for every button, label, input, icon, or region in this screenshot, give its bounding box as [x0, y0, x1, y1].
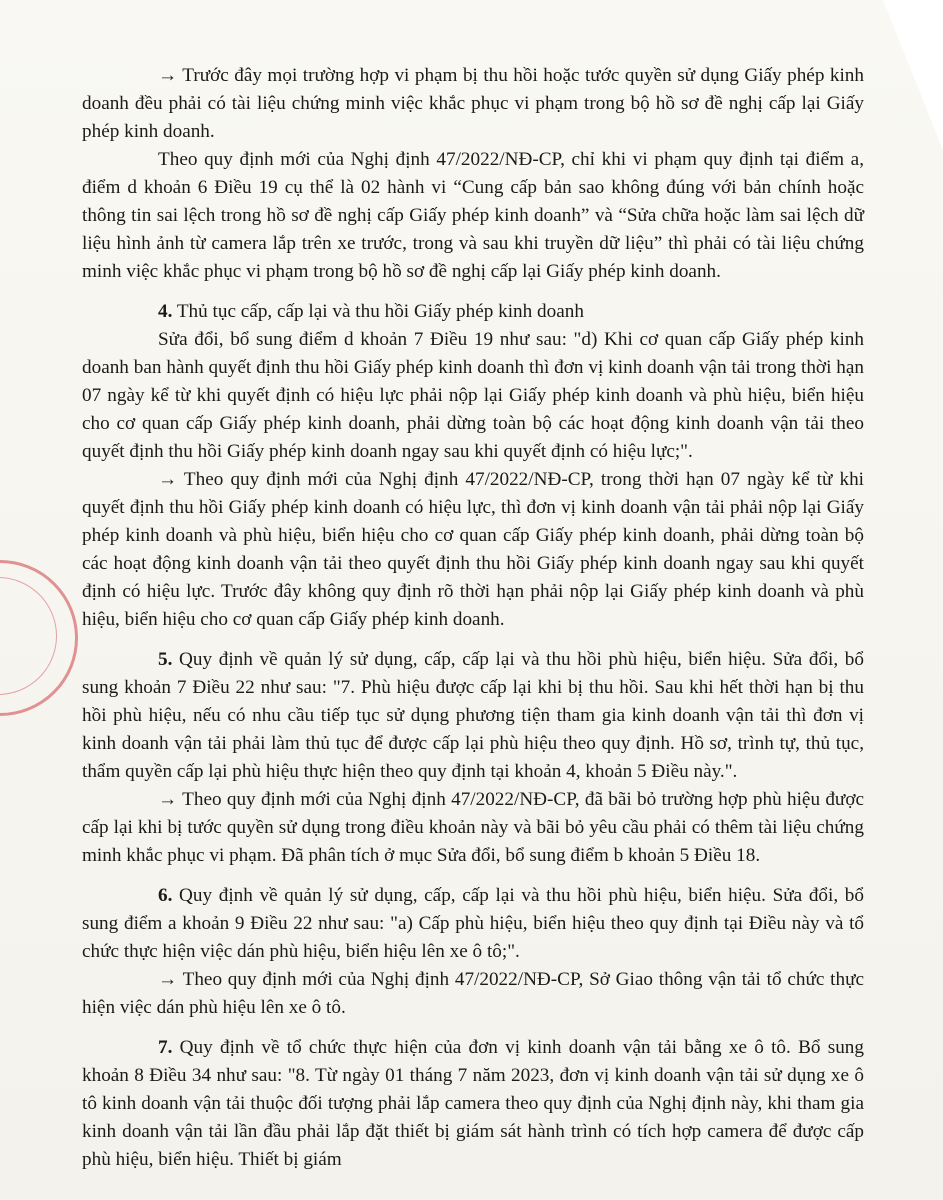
section-6-body: 6. Quy định về quản lý sử dụng, cấp, cấp lại và thu hồi phù hiệu, biển hiệu. Sửa đổi, bổ sung điểm a khoản 9 Điều 22 như sau: "a) Cấp phù hiệu, biển hiệu theo quy định tại Điều này và tổ chức thực hiện việc dán phù hiệu, biển hiệu lên xe ô tô;". [82, 885, 864, 962]
arrow-icon: → [158, 969, 178, 990]
section-7-body: 7. Quy định về tổ chức thực hiện của đơn vị kinh doanh vận tải bằng xe ô tô. Bổ sung khoản 8 Điều 34 như sau: "8. Từ ngày 01 tháng 7 năm 2023, đơn vị kinh doanh vận tải sử dụng xe ô tô kinh doanh vận tải thuộc đối tượng phải lắp camera theo quy định của Nghị định này, khi tham gia kinh doanh vận tải lần đầu phải lắp đặt thiết bị giám sát hành trình có tích hợp camera để được cấp phù hiệu, biển hiệu. Thiết bị giám [82, 1037, 864, 1170]
section-5-body: 5. Quy định về quản lý sử dụng, cấp, cấp lại và thu hồi phù hiệu, biển hiệu. Sửa đổi, bổ sung khoản 7 Điều 22 như sau: "7. Phù hiệu được cấp lại khi bị thu hồi. Sau khi hết thời hạn bị thu hồi phù hiệu, nếu có nhu cầu tiếp tục sử dụng phương tiện tham gia kinh doanh vận tải thì đơn vị kinh doanh vận tải phải làm thủ tục để được cấp lại phù hiệu theo quy định. Hồ sơ, trình tự, thủ tục, thẩm quyền cấp lại phù hiệu thực hiện theo quy định tại khoản 4, khoản 5 Điều này.". [82, 649, 864, 782]
section-4-heading: 4. Thủ tục cấp, cấp lại và thu hồi Giấy phép kinh doanh [158, 301, 584, 322]
paragraph-new-rule: Theo quy định mới của Nghị định 47/2022/NĐ-CP, chỉ khi vi phạm quy định tại điểm a, điểm d khoản 6 Điều 19 cụ thể là 02 hành vi “Cung cấp bản sao không đúng với bản chính hoặc thông tin sai lệch trong hồ sơ đề nghị cấp Giấy phép kinh doanh” và “Sửa chữa hoặc làm sai lệch dữ liệu hình ảnh từ camera lắp trên xe trước, trong và sau khi truyền dữ liệu” thì phải có tài liệu chứng minh việc khắc phục vi phạm trong bộ hồ sơ đề nghị cấp lại Giấy phép kinh doanh. [82, 149, 864, 282]
arrow-icon: → [158, 65, 178, 86]
section-4-body: Sửa đổi, bổ sung điểm d khoản 7 Điều 19 như sau: "d) Khi cơ quan cấp Giấy phép kinh doanh ban hành quyết định thu hồi Giấy phép kinh doanh thì đơn vị kinh doanh vận tải trong thời hạn 07 ngày kể từ khi quyết định có hiệu lực phải nộp lại Giấy phép kinh doanh và phù hiệu, biển hiệu cho cơ quan cấp Giấy phép kinh doanh, phải dừng toàn bộ các hoạt động kinh doanh vận tải theo quyết định thu hồi Giấy phép kinh doanh ngay sau khi quyết định có hiệu lực;". [82, 329, 864, 462]
section-4-note: → Theo quy định mới của Nghị định 47/2022/NĐ-CP, trong thời hạn 07 ngày kể từ khi quyết định thu hồi Giấy phép kinh doanh có hiệu lực, thì đơn vị kinh doanh vận tải phải nộp lại Giấy phép kinh doanh và phù hiệu, biển hiệu cho cơ quan cấp Giấy phép kinh doanh, phải dừng toàn bộ các hoạt động kinh doanh vận tải theo quyết định thu hồi Giấy phép kinh doanh ngay sau khi quyết định có hiệu lực. Trước đây không quy định rõ thời hạn phải nộp lại Giấy phép kinh doanh và phù hiệu, biển hiệu cho cơ quan cấp Giấy phép kinh doanh. [82, 469, 864, 630]
arrow-icon: → [158, 469, 178, 490]
section-6-note: → Theo quy định mới của Nghị định 47/2022/NĐ-CP, Sở Giao thông vận tải tổ chức thực hiện việc dán phù hiệu lên xe ô tô. [82, 969, 864, 1018]
document-body [82, 62, 864, 1174]
red-seal-stamp [0, 560, 78, 716]
paragraph-previous-rule: → Trước đây mọi trường hợp vi phạm bị thu hồi hoặc tước quyền sử dụng Giấy phép kinh doanh đều phải có tài liệu chứng minh việc khắc phục vi phạm trong bộ hồ sơ đề nghị cấp lại Giấy phép kinh doanh. [82, 65, 864, 142]
folded-corner [883, 0, 943, 150]
arrow-icon: → [158, 789, 178, 810]
section-5-note: → Theo quy định mới của Nghị định 47/2022/NĐ-CP, đã bãi bỏ trường hợp phù hiệu được cấp lại khi bị tước quyền sử dụng trong điều khoản này và bãi bỏ yêu cầu phải có thêm tài liệu chứng minh khắc phục vi phạm. Đã phân tích ở mục Sửa đổi, bổ sung điểm b khoản 5 Điều 18. [82, 789, 864, 866]
